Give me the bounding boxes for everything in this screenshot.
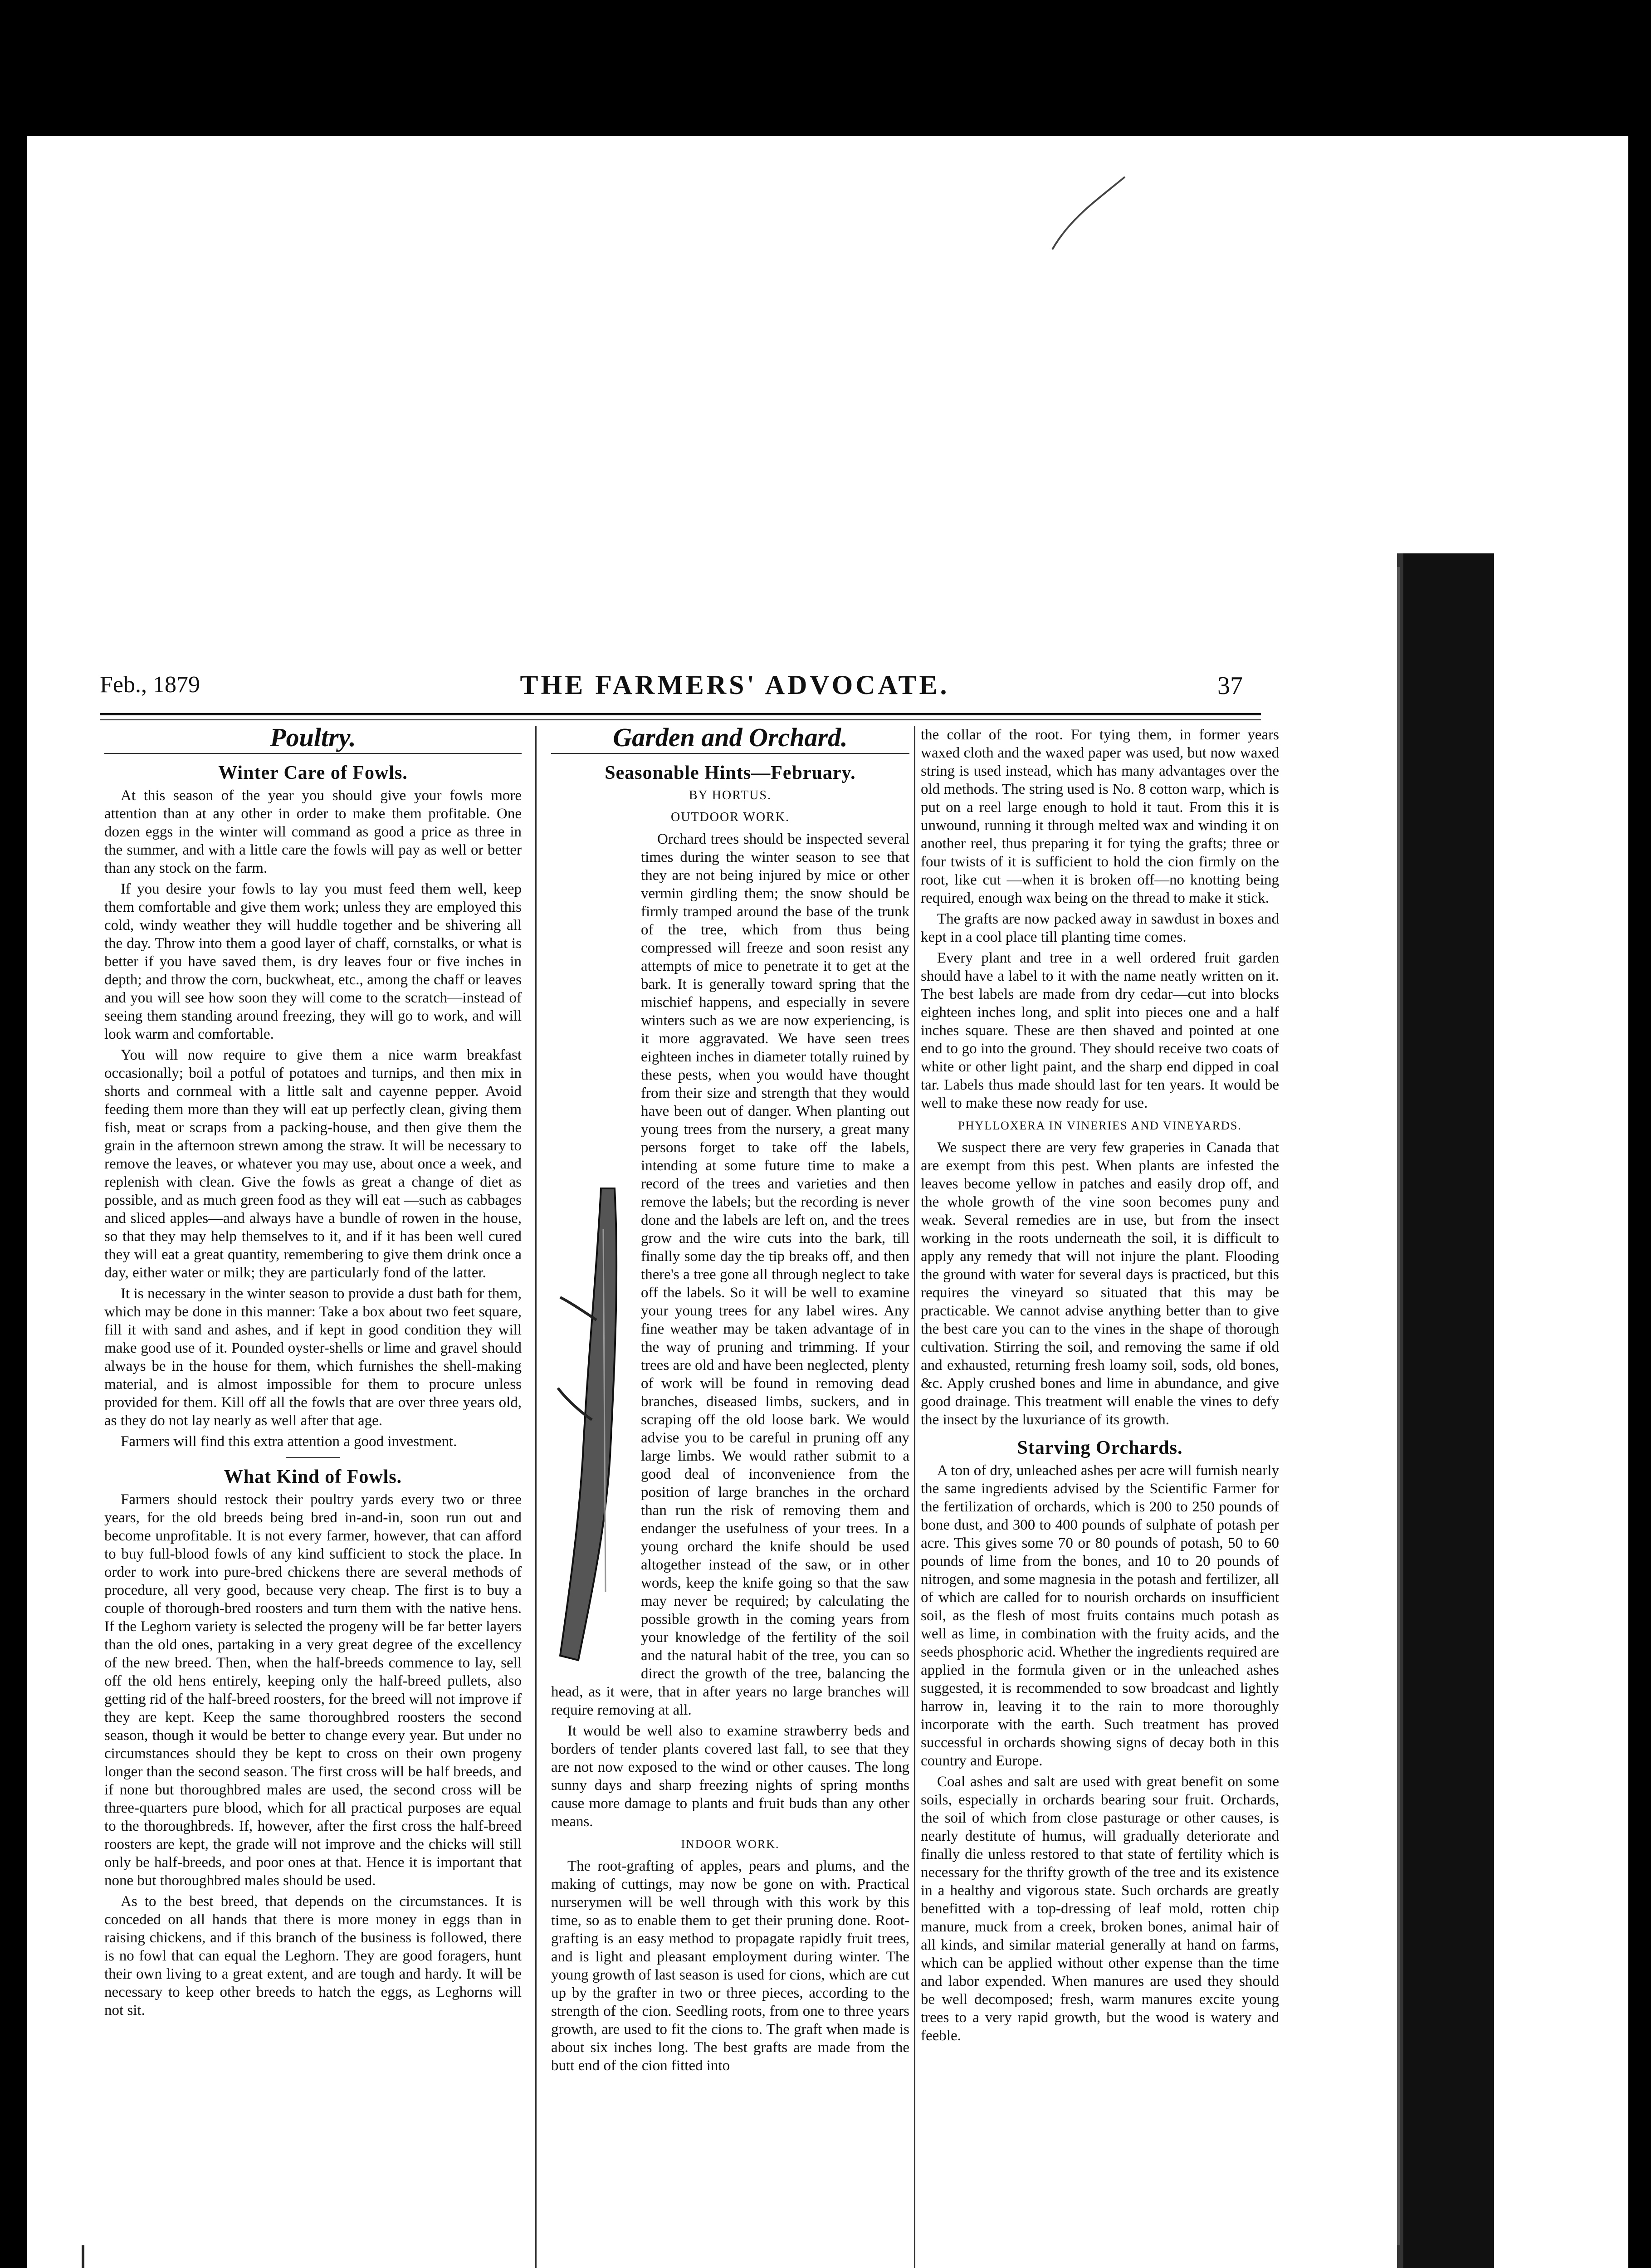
- column-three: [921, 726, 1279, 2048]
- paragraph: It is necessary in the winter season to provide a dust bath for them, which may be done in this manner: Take a box about two feet square, fill it with sand and ashes, and if kept in good condition they will make good use of it. Pounded oyster-shells or lime and gravel should always be in the house for them, which furnishes the shell-making material, and is almost impossible for them to procure unless provided for them. Kill off all the fowls that are over three years old, as they do not lay nearly as well after that age.: [104, 1286, 522, 1429]
- scan-border-left: [0, 0, 27, 2268]
- paragraph: The root-grafting of apples, pears and plums, and the making of cuttings, may now be gone on with. Practical nurserymen will be well through with this work by this time, so as to enable them to get their pruning done. Root-grafting is an easy method to propagate rapidly fruit trees, and is light and pleasant employment during winter. The young growth of last season is used for cions, which are cut up by the grafter in two or three pieces, according to the strength of the cion. Seedling roots, from one to three years growth, are used to fit the cions to. The graft when made is about six inches long. The best grafts are made from the butt end of the cion fitted into: [551, 1858, 909, 2074]
- byline: BY HORTUS.: [689, 788, 772, 802]
- paragraph: A ton of dry, unleached ashes per acre will furnish nearly the same ingredients advised by the Scientific Farmer for the fertilization of orchards, which is 200 to 250 pounds of bone dust, and 300 to 400 pounds of sulphate of potash per acre. This gives some 70 or 80 pounds of potash, 50 to 60 pounds of lime from the bones, and 10 to 20 pounds of nitrogen, and some magnesia in the potash and fertilizer, all of which are called for to nourish orchards on insufficient soil, as the flesh of most fruits contains much potash as well as lime, in combination with the fruity acids, and the seeds phosphoric acid. Whether the ingredients required are applied in the formula given or in the unleached ashes suggested, it is recommended to sow broadcast and lightly harrow in, leaving it to the rain to more thoroughly incorporate with the earth. Such treatment has proved successful in orchards showing signs of decay both in this country and Europe.: [921, 1462, 1279, 1769]
- article-heading: Starving Orchards.: [1017, 1437, 1183, 1458]
- article-heading: Winter Care of Fowls.: [218, 763, 408, 783]
- pruned-branch-illustration: [551, 1184, 633, 1665]
- paragraph: At this season of the year you should give your fowls more attention than at any other in order to make them profitable. One dozen eggs in the winter will command as good a price as three in the summer, and with a little care the fowls will pay as well or better than any stock on the farm.: [104, 787, 522, 876]
- book-edge-shadow: [1397, 553, 1494, 2268]
- scan-scratch-mark: [1043, 172, 1134, 254]
- paragraph: Coal ashes and salt are used with great benefit on some soils, especially in orchards bearing sour fruit. Orchards, the soil of which from close pasturage or other causes, is nearly destitute of humus, will gradually deteriorate and finally die unless restored to that state of fertility which is necessary for the thrifty growth of the tree and its existence in a healthy and vigorous state. Such orchards are greatly benefitted with a top-dressing of leaf mold, rotten chip manure, muck from a creek, broken bones, animal hair of all kinds, and similar material generally at hand on farms, which can be applied without other expense than the time and labor expended. When manures are used they should be well decomposed; fresh, warm manures excite young trees to a very rapid growth, but the wood is watery and feeble.: [921, 1774, 1279, 2044]
- paragraph: You will now require to give them a nice warm breakfast occasionally; boil a potful of potatoes and turnips, and then mix in shorts and cornmeal with a little salt and cayenne pepper. Avoid feeding them more than they will eat up perfectly clean, giving them fish, meat or scraps from a packing-house, and then give them the grain in the afternoon strewn among the straw. It will be necessary to remove the leaves, or whatever you may use, about once a week, and replenish with clean. Give the fowls as great a change of diet as possible, and as much green food as they will eat —such as cabbages and sliced apples—and always have a bundle of rowen in the house, so that they may help themselves to it, and if it has been well cured they will eat a great quantity, remembering to give them drink once a day, either water or milk; they are particularly fond of the latter.: [104, 1047, 522, 1281]
- paragraph: Farmers will find this extra attention a good investment.: [121, 1433, 457, 1450]
- paragraph: It would be well also to examine strawberry beds and borders of tender plants covered last fall, to see that they are not now exposed to the wind or other causes. The long sunny days and sharp freezing nights of spring months cause more damage to plants and fruit buds than any other means.: [551, 1723, 909, 1830]
- article-heading: Seasonable Hints—February.: [605, 763, 856, 783]
- section-title-garden: Garden and Orchard.: [613, 723, 848, 752]
- article-heading: What Kind of Fowls.: [224, 1466, 402, 1487]
- paragraph: We suspect there are very few graperies in Canada that are exempt from this pest. When plants are infested the leaves become yellow in patches and easily drop off, and the whole growth of the vine soon becomes puny and weak. Several remedies are in use, but from the insect working in the roots underneath the soil, it is difficult to apply any remedy that will not injure the plant. Flooding the ground with water for several days is practiced, but this requires the vineyard so situated that this may be practicable. We cannot advise anything better than to give the best care you can to the vines in the shape of thorough cultivation. Stirring the soil, and removing the same if old and exhausted, returning fresh loamy soil, sods, old bones, &c. Apply crushed bones and lime in abundance, and give good drainage. This treatment will enable the vines to defy the insect by the luxuriance of its growth.: [921, 1139, 1279, 1428]
- section-title-poultry: Poultry.: [270, 723, 356, 752]
- paragraph: If you desire your fowls to lay you must feed them well, keep them comfortable and give them work; unless they are employed this cold, windy weather they will huddle together and be shivering all the day. Throw into them a good layer of chaff, cornstalks, or what is better if you have saved them, is dry leaves four or five inches in depth; and throw the corn, buckwheat, etc., among the chaff or leaves and you will see how soon they will come to the scratch—instead of seeing them standing around freezing, they will go to work, and will look warm and comfortable.: [104, 881, 522, 1042]
- previous-page-edge: [27, 585, 84, 2268]
- paragraph: Every plant and tree in a well ordered fruit garden should have a label to it with the name neatly written on it. The best labels are made from dry cedar—cut into blocks eighteen inches long, and split into pieces one and a half inches square. These are then shaved and pointed at one end to go into the ground. They should receive two coats of white or other light paint, and the sharp end dipped in coal tar. Labels thus made should last for ten years. It would be well to make these now ready for use.: [921, 950, 1279, 1111]
- article-separator: [286, 1457, 340, 1458]
- issue-date: Feb., 1879: [100, 672, 200, 698]
- subheading: PHYLLOXERA IN VINERIES AND VINEYARDS.: [958, 1119, 1242, 1132]
- page-number: 37: [1217, 672, 1243, 700]
- scan-border-right: [1628, 0, 1651, 2268]
- paragraph: Farmers should restock their poultry yards every two or three years, for the old breeds being bred in-and-in, soon run out and become unprofitable. It is not every farmer, however, that can afford to buy full-blood fowls of any kind sufficient to stock the place. In order to work into pure-bred chickens there are several methods of procedure, all very good, because very cheap. The first is to buy a couple of thorough-bred roosters and turn them with the native hens. If the Leghorn variety is selected the progeny will be far better layers than the old ones, partaking in a very great degree of the excellency of the new breed. Then, when the half-breeds commence to lay, sell off the old hens entirely, keeping only the half-breed pullets, also getting rid of the half-breed roosters, for the breed will not improve if they are kept. Keep the same thoroughbred roosters the second season, though it would be better to change every year. But under no circumstances should they be kept to cross on their own progeny longer than the second season. The first cross will be half breeds, and if none but thoroughbred males are used, the second cross will be three-quarters pure blood, which for all practical purposes are equal to the thoroughbreds. If, however, after the first cross the half-breed roosters are kept, the grade will not improve and the chicks will still only be half-breeds, and poor ones at that. Hence it is important that none but thoroughbred males should be used.: [104, 1491, 522, 1889]
- paragraph: the collar of the root. For tying them, in former years waxed cloth and the waxed paper was used, but now waxed string is used instead, which has many advantages over the old methods. The string used is No. 8 cotton warp, which is put on a reel large enough to hold it taut. From this it is unwound, running it through melted wax and winding it on another reel, thus preparing it for tying the grafts; three or four twists of it is sufficient to hold the cion firmly on the root, like cut —when it is broken off—no knotting being required, enough wax being on the thread to make it stick.: [921, 727, 1279, 906]
- subheading: OUTDOOR WORK.: [671, 810, 790, 824]
- column-poultry: [104, 723, 522, 2022]
- paragraph: Orchard trees should be inspected several times during the winter season to see that they are not being injured by mice or other vermin girdling them; the snow should be firmly tramped around the base of the trunk of the tree, which from thus being compressed will freeze and soon resist any attempts of mice to penetrate it to get at the bark. It is generally toward spring that the mischief happens, and especially in severe winters such as we are now experiencing, is it more aggravated. We have seen trees eighteen inches in diameter totally ruined by these pests, when you would have thought from their size and strength that they would have been out of danger. When planting out young trees from the nursery, a great many persons forget to take off the labels, intending at some future time to make a record of the trees and varieties and then remove the labels; but the recording is never done and the labels are left on, and the trees grow and the wire cuts into the bark, till finally some day the tip breaks off, and then there's a tree gone all through neglect to take off the labels. So it will be well to examine your young trees for any label wires. Any fine weather may be taken advantage of in the way of pruning and trimming. If your trees are old and have been neglected, plenty of work will be found in removing dead branches, diseased limbs, suckers, and in scraping off the old loose bark. We would advise you to be careful in pruning off any large limbs. We would rather submit to a good deal of inconvenience from the position of large branches in the orchard than run the risk of removing them and endanger the usefulness of your trees. In a young orchard the knife should be used altogether instead of the saw, or in other words, keep the knife going so that the saw may never be required; by calculating the possible growth in the coming years from your knowledge of the fertility of the soil and the natural habit of the tree, you can so direct the growth of the tree, balancing the head, as it were, that in after years no large branches will require removing at all.: [551, 831, 909, 1718]
- paragraph: The grafts are now packed away in sawdust in boxes and kept in a cool place till planting time comes.: [921, 911, 1279, 945]
- subheading: INDOOR WORK.: [681, 1838, 780, 1851]
- column-divider: [914, 726, 915, 2268]
- page-header: [100, 671, 1243, 703]
- paragraph: As to the best breed, that depends on the circumstances. It is conceded on all hands that there is more money in eggs than in raising chickens, and if this branch of the business is followed, there is no fowl that can equal the Leghorn. They are good foragers, hunt their own living to a great extent, and are tough and hardy. It will be necessary to keep other breeds to hatch the eggs, as Leghorns will not sit.: [104, 1893, 522, 2019]
- column-garden-orchard: [551, 723, 909, 2077]
- section-rule: [551, 753, 909, 754]
- header-rule-thin: [100, 719, 1261, 720]
- scan-border-top: [0, 0, 1651, 136]
- masthead-title: THE FARMERS' ADVOCATE.: [520, 670, 950, 700]
- header-rule: [100, 713, 1261, 715]
- section-rule: [104, 753, 522, 754]
- column-divider: [535, 726, 537, 2268]
